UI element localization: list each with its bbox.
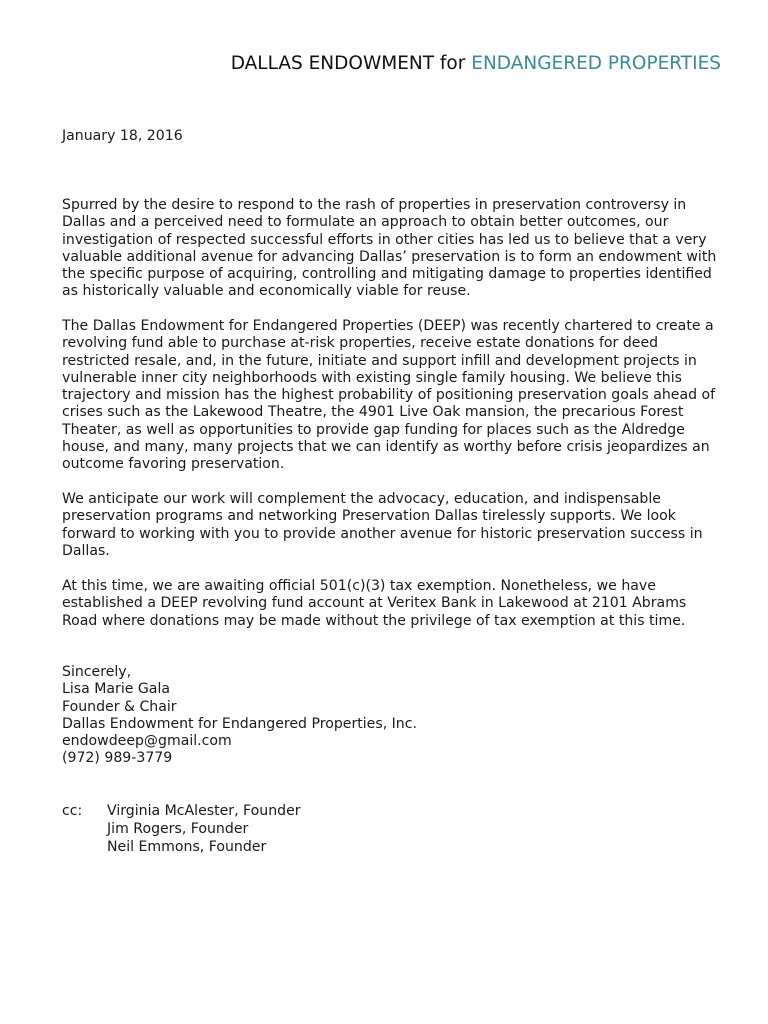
cc-recipient: Neil Emmons, Founder xyxy=(107,838,267,855)
cc-label: cc: xyxy=(62,803,83,819)
signer-organization: Dallas Endowment for Endangered Properties, Inc. xyxy=(62,715,417,732)
letterhead-name: DALLAS ENDOWMENT xyxy=(230,53,435,74)
signature-block xyxy=(62,664,417,768)
paragraph-1: Spurred by the desire to respond to the rash of properties in preservation controversy in Dallas and a perceived need to formulate an approach to obtain better outcomes, our investigation of respected successful efforts in other cities has led us to believe that a very valuable additional avenue for advancing Dallas’ preservation is to form an endowment with the specific purpose of acquiring, controlling and mitigating damage to properties identified as historically valuable and economically viable for reuse. xyxy=(62,197,717,300)
letterhead-accent: ENDANGERED PROPERTIES xyxy=(471,53,721,74)
signer-title: Founder & Chair xyxy=(62,698,177,715)
letterhead xyxy=(231,53,721,74)
signer-email: endowdeep@gmail.com xyxy=(62,733,232,750)
cc-recipient: Virginia McAlester, Founder xyxy=(107,803,301,819)
closing: Sincerely, xyxy=(62,664,132,680)
letter-date: January 18, 2016 xyxy=(62,128,183,144)
cc-recipients xyxy=(107,803,301,857)
paragraph-3: We anticipate our work will complement the advocacy, education, and indispensable preservation programs and networking Preservation Dallas tirelessly supports. We look forward to working with you to provide another avenue for historic preservation success in Dallas. xyxy=(62,491,703,559)
paragraph-4: At this time, we are awaiting official 501(c)(3) tax exemption. Nonetheless, we have established a DEEP revolving fund account at Veritex Bank in Lakewood at 2101 Abrams Road where donations may be made without the privilege of tax exemption at this time. xyxy=(62,578,687,629)
signer-name: Lisa Marie Gala xyxy=(62,681,170,698)
signer-phone: (972) 989-3779 xyxy=(62,750,173,767)
cc-recipient: Jim Rogers, Founder xyxy=(107,820,249,837)
paragraph-2: The Dallas Endowment for Endangered Properties (DEEP) was recently chartered to create a revolving fund able to purchase at-risk properties, receive estate donations for deed restricted resale, and, in the future, initiate and support infill and development projects in vulnerable inner city neighborhoods with existing single family housing. We believe this trajectory and mission has the highest probability of positioning preservation goals ahead of crises such as the Lakewood Theatre, the 4901 Live Oak mansion, the precarious Forest Theater, as well as opportunities to provide gap funding for places such as the Aldredge house, and many, many projects that we can identify as worthy before crisis jeopardizes an outcome favoring preservation. xyxy=(62,318,716,473)
letterhead-connector: for xyxy=(439,53,466,74)
